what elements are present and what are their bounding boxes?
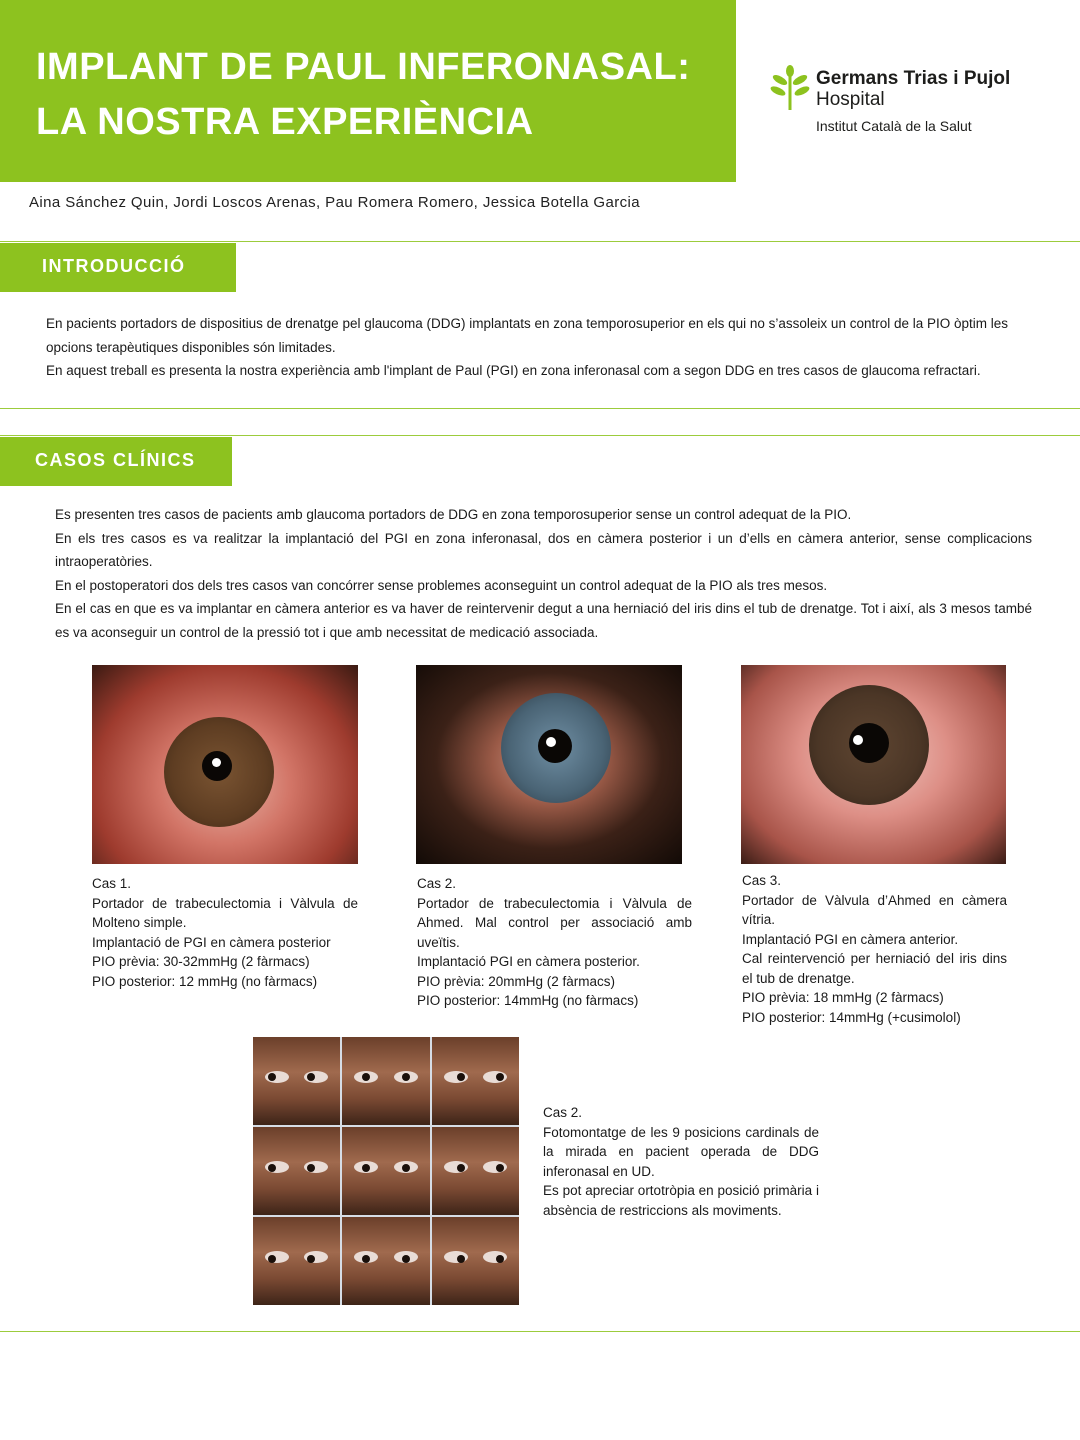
paragraph: En el postoperatori dos dels tres casos van concórrer sense problemes aconseguint un control adequat de la PIO als tres mesos. <box>55 577 828 593</box>
caption-cas-2 <box>417 874 692 1011</box>
poster-title-line-1: IMPLANT DE PAUL INFERONASAL: <box>36 46 691 88</box>
divider <box>0 408 1080 409</box>
paragraph: En pacients portadors de dispositius de drenatge pel glaucoma (DDG) implantats en zona temporosuperior en els qui no s’assoleix un control de la PIO òptim les opcions terapèutiques disponibles són limitades. <box>46 316 1009 355</box>
caption-line: Cas 2. <box>543 1105 583 1120</box>
caption-line: PIO prèvia: 18 mmHg (2 fàrmacs) <box>742 990 944 1005</box>
caption-line: PIO posterior: 14mmHg (+cusimolol) <box>742 1009 961 1025</box>
montage-cell <box>342 1037 429 1125</box>
paragraph: En els tres casos es va realitzar la implantació del PGI en zona inferonasal, dos en càmera posterior i un d’ells en càmera anterior, sense complicacions intraoperatòries. <box>55 530 1032 569</box>
caption-line: Implantació PGI en càmera anterior. <box>742 931 959 947</box>
caption-line: Es pot apreciar ortotròpia en posició primària i absència de restriccions als moviments. <box>543 1183 819 1218</box>
caption-line: Portador de trabeculectomia i Vàlvula de Molteno simple. <box>92 895 358 930</box>
logo-institute: Institut Català de la Salut <box>816 118 972 134</box>
caption-cas-1 <box>92 874 358 991</box>
caption-line: Implantació de PGI en càmera posterior <box>92 934 331 950</box>
divider <box>0 435 1080 436</box>
montage-cell <box>432 1127 519 1215</box>
caption-line: Cal reintervenció per herniació del iris dins el tub de drenatge. <box>742 951 1007 986</box>
divider <box>0 241 1080 242</box>
logo-hospital: Hospital <box>816 89 885 110</box>
gaze-montage-photo <box>253 1037 519 1305</box>
montage-cell <box>432 1217 519 1305</box>
eye-photo-cas-1 <box>92 665 358 864</box>
sprout-logo-icon <box>770 64 810 112</box>
caption-line: PIO prèvia: 20mmHg (2 fàrmacs) <box>417 973 616 989</box>
eye-photo-cas-2 <box>416 665 682 864</box>
montage-cell <box>253 1217 340 1305</box>
eye-photo-cas-3 <box>741 665 1006 864</box>
paragraph: En aquest treball es presenta la nostra experiència amb l'implant de Paul (PGI) en zona inferonasal com a segon DDG en tres casos de glaucoma refractari. <box>46 363 981 378</box>
paragraph: Es presenten tres casos de pacients amb glaucoma portadors de DDG en zona temporosuperior sense un control adequat de la PIO. <box>55 507 852 522</box>
title-banner <box>0 0 736 182</box>
caption-line: PIO posterior: 14mmHg (no fàrmacs) <box>417 993 639 1008</box>
caption-line: Portador de Vàlvula d’Ahmed en càmera vítria. <box>742 892 1007 927</box>
section-heading-casos-clinics: CASOS CLÍNICS <box>0 437 232 486</box>
caption-line: Cas 1. <box>92 876 132 891</box>
poster-title-line-2: LA NOSTRA EXPERIÈNCIA <box>36 101 534 143</box>
introduccio-text <box>46 312 1036 383</box>
hospital-logo <box>770 64 1050 144</box>
divider <box>0 1331 1080 1332</box>
caption-line: Fotomontatge de les 9 posicions cardinals de la mirada en pacient operada de DDG inferonasal en UD. <box>543 1124 819 1179</box>
caption-line: PIO prèvia: 30-32mmHg (2 fàrmacs) <box>92 954 310 969</box>
authors: Aina Sánchez Quin, Jordi Loscos Arenas, Pau Romera Romero, Jessica Botella Garcia <box>29 194 641 211</box>
paragraph: En el cas en que es va implantar en càmera anterior es va haver de reintervenir degut a una herniació del iris dins el tub de drenatge. Tot i així, als 3 mesos també es va aconseguir un control de la pressió tot i que amb necessitat de medicació associada. <box>55 601 1032 640</box>
caption-line: Portador de trabeculectomia i Vàlvula de Ahmed. Mal control per associació amb uveïtis. <box>417 895 692 950</box>
caption-line: Implantació PGI en càmera posterior. <box>417 954 640 969</box>
montage-cell <box>342 1127 429 1215</box>
montage-cell <box>432 1037 519 1125</box>
caption-cas-3 <box>742 871 1007 1027</box>
section-heading-introduccio: INTRODUCCIÓ <box>0 243 236 292</box>
montage-cell <box>342 1217 429 1305</box>
caption-montage <box>543 1103 819 1220</box>
caption-line: Cas 2. <box>417 876 457 891</box>
montage-cell <box>253 1037 340 1125</box>
caption-line: PIO posterior: 12 mmHg (no fàrmacs) <box>92 973 318 989</box>
casos-text <box>55 503 1032 644</box>
caption-line: Cas 3. <box>742 873 782 888</box>
logo-name: Germans Trias i Pujol <box>816 68 1011 89</box>
montage-cell <box>253 1127 340 1215</box>
